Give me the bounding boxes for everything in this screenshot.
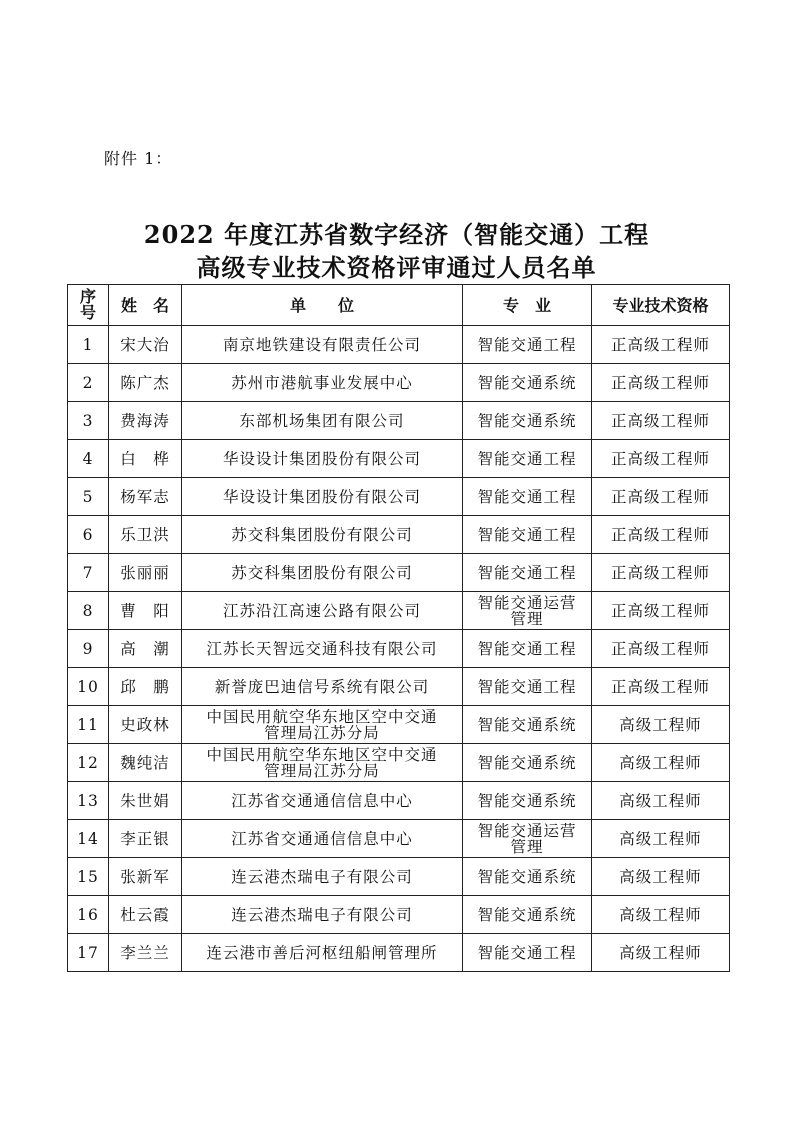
cell-name-text: 宋大治 xyxy=(120,335,170,354)
table-row xyxy=(68,668,730,706)
cell-qualification xyxy=(592,592,730,630)
cell-unit-text: 连云港市善后河枢纽船闸管理所 xyxy=(206,943,438,962)
cell-unit xyxy=(182,744,463,782)
cell-name-text: 朱世娟 xyxy=(120,791,170,810)
cell-unit xyxy=(182,402,463,440)
cell-major xyxy=(463,440,592,478)
cell-unit-text: 华设设计集团股份有限公司 xyxy=(222,487,421,506)
cell-no-text: 11 xyxy=(77,715,99,734)
cell-major-text: 智能交通系统 xyxy=(477,715,577,734)
cell-qualification xyxy=(592,440,730,478)
table-header-row xyxy=(68,285,730,326)
cell-unit xyxy=(182,440,463,478)
cell-unit xyxy=(182,630,463,668)
cell-name xyxy=(109,630,182,668)
cell-qualification xyxy=(592,934,730,972)
cell-major xyxy=(463,516,592,554)
cell-major-text: 智能交通系统 xyxy=(477,867,577,886)
cell-no xyxy=(68,820,109,858)
page-title-line1: 2022 年度江苏省数字经济（智能交通）工程 xyxy=(143,220,650,249)
cell-qualification-text: 正高级工程师 xyxy=(610,639,710,658)
cell-unit-text: 连云港杰瑞电子有限公司 xyxy=(231,905,413,924)
cell-name xyxy=(109,554,182,592)
cell-name-text: 邱 鹏 xyxy=(120,677,170,696)
cell-unit xyxy=(182,592,463,630)
cell-no-text: 15 xyxy=(77,867,99,886)
cell-name xyxy=(109,440,182,478)
cell-unit-text: 苏州市港航事业发展中心 xyxy=(231,373,413,392)
cell-name-text: 张丽丽 xyxy=(120,563,170,582)
attachment-label: 附件 1： xyxy=(104,149,173,168)
cell-no-text: 5 xyxy=(82,487,94,506)
cell-major xyxy=(463,630,592,668)
cell-no-text: 8 xyxy=(82,601,94,620)
cell-no xyxy=(68,668,109,706)
cell-qualification xyxy=(592,782,730,820)
cell-name-text: 张新军 xyxy=(120,867,170,886)
cell-qualification xyxy=(592,516,730,554)
cell-qualification-text: 高级工程师 xyxy=(619,905,702,924)
cell-name xyxy=(109,402,182,440)
cell-name-text: 李正银 xyxy=(120,829,170,848)
cell-no-text: 2 xyxy=(82,373,94,392)
cell-no-text: 6 xyxy=(82,525,94,544)
cell-major-text: 智能交通工程 xyxy=(477,487,577,506)
cell-name xyxy=(109,896,182,934)
cell-unit xyxy=(182,820,463,858)
cell-major-text-line2: 管理 xyxy=(510,837,544,856)
cell-qualification xyxy=(592,858,730,896)
cell-unit-text: 苏交科集团股份有限公司 xyxy=(231,563,413,582)
cell-qualification-text: 正高级工程师 xyxy=(610,335,710,354)
table-row xyxy=(68,478,730,516)
cell-no xyxy=(68,592,109,630)
cell-unit-text: 江苏沿江高速公路有限公司 xyxy=(222,601,421,620)
table-row xyxy=(68,326,730,364)
cell-major-text: 智能交通系统 xyxy=(477,411,577,430)
cell-no xyxy=(68,782,109,820)
cell-major-text: 智能交通系统 xyxy=(477,791,577,810)
cell-no xyxy=(68,858,109,896)
roster-body xyxy=(68,326,730,972)
cell-no xyxy=(68,554,109,592)
cell-no-text: 3 xyxy=(82,411,94,430)
cell-no-text: 9 xyxy=(82,639,94,658)
cell-qualification xyxy=(592,820,730,858)
cell-qualification-text: 高级工程师 xyxy=(619,715,702,734)
cell-no xyxy=(68,364,109,402)
cell-qualification-text: 高级工程师 xyxy=(619,943,702,962)
cell-no xyxy=(68,440,109,478)
cell-name-text: 杜云霞 xyxy=(120,905,170,924)
header-unit: 单 位 xyxy=(182,285,463,326)
cell-qualification xyxy=(592,706,730,744)
cell-major xyxy=(463,592,592,630)
cell-unit-text: 中国民用航空华东地区空中交通 xyxy=(206,707,438,726)
cell-name xyxy=(109,820,182,858)
cell-no-text: 1 xyxy=(82,335,94,354)
cell-major xyxy=(463,782,592,820)
table-row xyxy=(68,782,730,820)
cell-qualification-text: 正高级工程师 xyxy=(610,411,710,430)
cell-qualification xyxy=(592,478,730,516)
cell-name-text: 乐卫洪 xyxy=(120,525,170,544)
cell-major xyxy=(463,858,592,896)
cell-name-text: 白 桦 xyxy=(120,449,170,468)
cell-major-text: 智能交通系统 xyxy=(477,905,577,924)
cell-major xyxy=(463,896,592,934)
cell-no xyxy=(68,744,109,782)
table-row xyxy=(68,592,730,630)
cell-major xyxy=(463,820,592,858)
cell-unit-text: 新誉庞巴迪信号系统有限公司 xyxy=(214,677,430,696)
cell-major-text-line2: 管理 xyxy=(510,609,544,628)
cell-qualification xyxy=(592,364,730,402)
header-seq xyxy=(68,285,109,326)
cell-name-text: 李兰兰 xyxy=(120,943,170,962)
cell-unit xyxy=(182,478,463,516)
cell-major-text: 智能交通工程 xyxy=(477,449,577,468)
cell-name xyxy=(109,592,182,630)
cell-unit-text: 江苏省交通通信信息中心 xyxy=(231,829,413,848)
cell-major xyxy=(463,744,592,782)
cell-unit-text-line2: 管理局江苏分局 xyxy=(264,761,380,780)
cell-qualification xyxy=(592,744,730,782)
cell-name-text: 陈广杰 xyxy=(120,373,170,392)
cell-no-text: 17 xyxy=(77,943,99,962)
cell-name xyxy=(109,934,182,972)
cell-qualification-text: 正高级工程师 xyxy=(610,525,710,544)
cell-unit-text: 苏交科集团股份有限公司 xyxy=(231,525,413,544)
cell-major xyxy=(463,706,592,744)
cell-major xyxy=(463,364,592,402)
cell-name xyxy=(109,516,182,554)
cell-major-text: 智能交通工程 xyxy=(477,639,577,658)
cell-qualification-text: 高级工程师 xyxy=(619,791,702,810)
cell-name xyxy=(109,668,182,706)
cell-qualification-text: 高级工程师 xyxy=(619,867,702,886)
cell-no xyxy=(68,706,109,744)
table-row xyxy=(68,364,730,402)
cell-qualification-text: 正高级工程师 xyxy=(610,677,710,696)
cell-qualification xyxy=(592,668,730,706)
cell-unit xyxy=(182,554,463,592)
header-seq-line2: 号 xyxy=(79,303,96,322)
table-row xyxy=(68,440,730,478)
table-row xyxy=(68,858,730,896)
cell-major-text: 智能交通工程 xyxy=(477,525,577,544)
cell-qualification xyxy=(592,554,730,592)
cell-qualification-text: 高级工程师 xyxy=(619,829,702,848)
cell-unit-text: 中国民用航空华东地区空中交通 xyxy=(206,745,438,764)
cell-unit xyxy=(182,896,463,934)
table-row xyxy=(68,402,730,440)
cell-major-text: 智能交通系统 xyxy=(477,753,577,772)
page-title-line2: 高级专业技术资格评审通过人员名单 xyxy=(196,253,597,282)
cell-unit xyxy=(182,668,463,706)
cell-name-text: 曹 阳 xyxy=(120,601,170,620)
cell-no xyxy=(68,630,109,668)
table-row xyxy=(68,706,730,744)
cell-major xyxy=(463,668,592,706)
cell-no-text: 16 xyxy=(77,905,99,924)
header-qualification: 专业技术资格 xyxy=(592,285,730,326)
cell-name-text: 高 潮 xyxy=(120,639,170,658)
cell-major-text: 智能交通运营 xyxy=(477,593,577,612)
cell-major xyxy=(463,934,592,972)
table-row xyxy=(68,896,730,934)
cell-major-text: 智能交通系统 xyxy=(477,373,577,392)
cell-major xyxy=(463,326,592,364)
cell-name xyxy=(109,744,182,782)
cell-qualification-text: 正高级工程师 xyxy=(610,373,710,392)
cell-unit-text: 华设设计集团股份有限公司 xyxy=(222,449,421,468)
header-name: 姓 名 xyxy=(109,285,182,326)
table-row xyxy=(68,554,730,592)
cell-unit-text: 南京地铁建设有限责任公司 xyxy=(222,335,421,354)
cell-unit xyxy=(182,782,463,820)
cell-name-text: 杨军志 xyxy=(120,487,170,506)
cell-no-text: 12 xyxy=(77,753,99,772)
cell-unit xyxy=(182,364,463,402)
cell-qualification-text: 正高级工程师 xyxy=(610,449,710,468)
cell-qualification-text: 正高级工程师 xyxy=(610,563,710,582)
cell-major-text: 智能交通工程 xyxy=(477,563,577,582)
cell-name xyxy=(109,706,182,744)
cell-qualification xyxy=(592,896,730,934)
table-row xyxy=(68,516,730,554)
cell-qualification xyxy=(592,630,730,668)
cell-unit-text: 江苏长天智远交通科技有限公司 xyxy=(206,639,438,658)
table-row xyxy=(68,820,730,858)
cell-unit xyxy=(182,934,463,972)
cell-no-text: 4 xyxy=(82,449,94,468)
cell-no xyxy=(68,934,109,972)
cell-no-text: 14 xyxy=(77,829,99,848)
cell-major-text: 智能交通工程 xyxy=(477,943,577,962)
cell-qualification-text: 正高级工程师 xyxy=(610,601,710,620)
cell-unit-text: 东部机场集团有限公司 xyxy=(239,411,405,430)
cell-major xyxy=(463,478,592,516)
cell-major xyxy=(463,402,592,440)
cell-major-text: 智能交通运营 xyxy=(477,821,577,840)
table-row xyxy=(68,934,730,972)
cell-name-text: 费海涛 xyxy=(120,411,170,430)
cell-name xyxy=(109,478,182,516)
cell-no xyxy=(68,516,109,554)
cell-major-text: 智能交通工程 xyxy=(477,677,577,696)
cell-no-text: 13 xyxy=(77,791,99,810)
cell-unit xyxy=(182,706,463,744)
cell-unit xyxy=(182,858,463,896)
cell-no xyxy=(68,896,109,934)
cell-unit xyxy=(182,516,463,554)
cell-unit xyxy=(182,326,463,364)
header-major: 专 业 xyxy=(463,285,592,326)
cell-no xyxy=(68,402,109,440)
cell-name-text: 魏纯洁 xyxy=(120,753,170,772)
cell-name xyxy=(109,364,182,402)
cell-major-text: 智能交通工程 xyxy=(477,335,577,354)
roster-table xyxy=(67,284,730,972)
cell-unit-text-line2: 管理局江苏分局 xyxy=(264,723,380,742)
cell-no-text: 10 xyxy=(77,677,99,696)
cell-no-text: 7 xyxy=(82,563,94,582)
table-row xyxy=(68,630,730,668)
cell-qualification-text: 高级工程师 xyxy=(619,753,702,772)
cell-qualification-text: 正高级工程师 xyxy=(610,487,710,506)
cell-no xyxy=(68,326,109,364)
cell-name xyxy=(109,782,182,820)
cell-name xyxy=(109,326,182,364)
header-seq-line1: 序 xyxy=(79,287,96,306)
table-row xyxy=(68,744,730,782)
cell-no xyxy=(68,478,109,516)
cell-qualification xyxy=(592,326,730,364)
cell-name-text: 史政林 xyxy=(120,715,170,734)
cell-unit-text: 连云港杰瑞电子有限公司 xyxy=(231,867,413,886)
cell-name xyxy=(109,858,182,896)
cell-qualification xyxy=(592,402,730,440)
cell-major xyxy=(463,554,592,592)
cell-unit-text: 江苏省交通通信信息中心 xyxy=(231,791,413,810)
